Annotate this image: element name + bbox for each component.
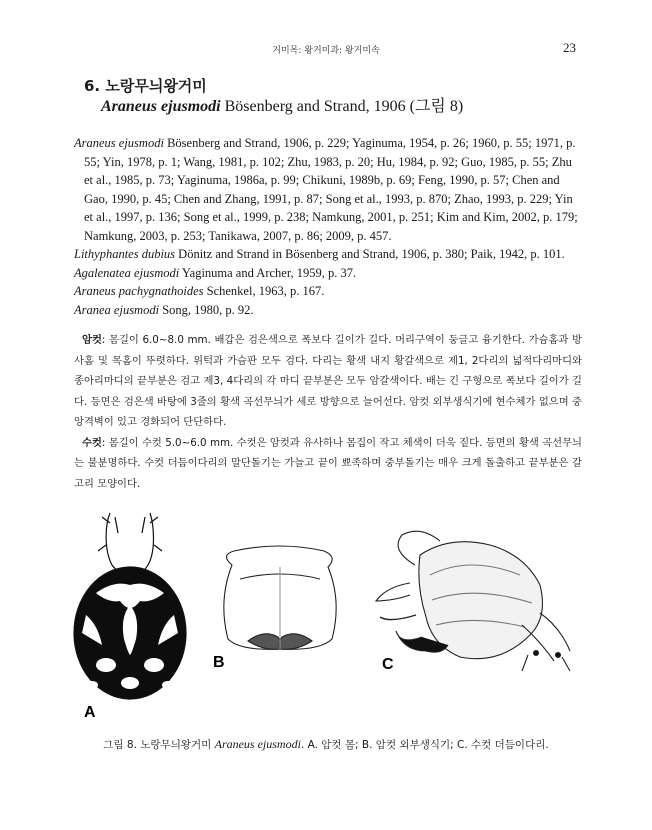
synonym-refs: Dönitz and Strand in Bösenberg and Strand, 1906, p. 380; Paik, 1942, p. 101. (175, 247, 565, 261)
synonym-entry (74, 245, 582, 264)
female-label: 암컷 (82, 334, 102, 346)
synonym-name: Lithyphantes dubius (74, 247, 176, 261)
synonym-refs: Schenkel, 1963, p. 167. (203, 284, 325, 298)
figure-label-c: C (382, 656, 394, 673)
synonym-name: Aranea ejusmodi (74, 302, 160, 317)
caption-species: Araneus ejusmodi (214, 737, 301, 751)
synonym-name: Araneus pachygnathoides (74, 284, 204, 298)
male-description (74, 433, 582, 495)
synonymy-list (74, 134, 582, 319)
synonym-entry (74, 134, 582, 245)
synonym-name: Agalenatea ejusmodi (74, 265, 180, 280)
caption-prefix: 그림 8. 노랑무늬왕거미 (103, 739, 215, 751)
species-number-title: 6. 노랑무늬왕거미 (84, 77, 207, 95)
male-text: : 몸길이 수컷 5.0~6.0 mm. 수컷은 암컷과 유사하나 몸집이 작고 체색이 더욱 짙다. 등면의 황색 곡선무늬는 불분명하다. 수컷 더듬이다리의 말단돌기는 가늘고 끝이 뾰족하며 중부돌기는 매우 크게 돌출하고 끝부분은 갈고리 모양이다. (74, 436, 582, 490)
species-authority: Bösenberg and Strand, 1906 (그림 8) (220, 98, 464, 115)
synonym-refs: Bösenberg and Strand, 1906, p. 229; Yaginuma, 1954, p. 26; 1960, p. 55; 1971, p. 55; Yin, 1978, p. 1; Wang, 1981, p. 102; Zhu, 1983, p. 20; Hu, 1984, p. 92; Guo, 1985, p. 55; Zhu et al., 1985, p. 73; Yaginuma, 1986a, p. 99; Chikuni, 1989b, p. 69; Feng, 1990, p. 57; Chen and Gao, 1990, p. 45; Chen and Zhang, 1991, p. 87; Song et al., 1993, p. 870; Zhao, 1993, p. 229; Yin et al., 1997, p. 136; Song et al., 1999, p. 238; Namkung, 2001, p. 251; Kim and Kim, 2002, p. 179; Namkung, 2003, p. 253; Tanikawa, 2007, p. 86; 2009, p. 457. (84, 136, 578, 243)
male-palp-drawing (376, 531, 570, 671)
figure-8-illustration (70, 505, 590, 730)
male-label: 수컷 (82, 436, 102, 449)
species-binomial-line (101, 96, 584, 118)
synonym-name: Araneus ejusmodi (74, 136, 164, 150)
epigyne-drawing (224, 546, 336, 649)
species-description (74, 330, 582, 494)
figure-label-a: A (84, 704, 96, 721)
page-number: 23 (563, 40, 576, 55)
caption-suffix: . A. 암컷 몸; B. 암컷 외부생식기; C. 수컷 더듬이다리. (300, 739, 549, 751)
species-name: Araneus ejusmodi (101, 98, 221, 115)
figure-caption (0, 737, 652, 752)
species-heading (84, 76, 584, 118)
synonym-entry (74, 301, 582, 320)
synonym-entry (74, 282, 582, 301)
female-body-drawing (74, 513, 186, 699)
female-text: : 몸길이 6.0~8.0 mm. 배갑은 검은색으로 폭보다 길이가 길다. 머리구역이 둥글고 융기한다. 가슴홈과 방사홈 및 목홈이 뚜렷하다. 위턱과 가슴판 모두 검다. 다리는 황색 내지 황갈색으로 제1, 2다리의 넓적다리마디와 종아리마디의 끝부분은 검고 제3, 4다리의 각 마디 끝부분은 모두 암갈색이다. 배는 긴 구형으로 폭보다 길이가 길다. 등면은 검은색 바탕에 3줄의 황색 곡선무늬가 세로 방향으로 늘어선다. 암컷 외부생식기에 현수체가 없으며 중앙격벽이 있고 경화되어 단단하다. (74, 334, 582, 428)
running-head: 거미목: 왕거미과: 왕거미속 (272, 46, 380, 56)
female-description (74, 330, 582, 433)
synonym-refs: Yaginuma and Archer, 1959, p. 37. (179, 265, 357, 280)
synonym-refs: Song, 1980, p. 92. (159, 302, 254, 317)
figure-label-b: B (213, 654, 225, 671)
synonym-entry (74, 264, 582, 283)
